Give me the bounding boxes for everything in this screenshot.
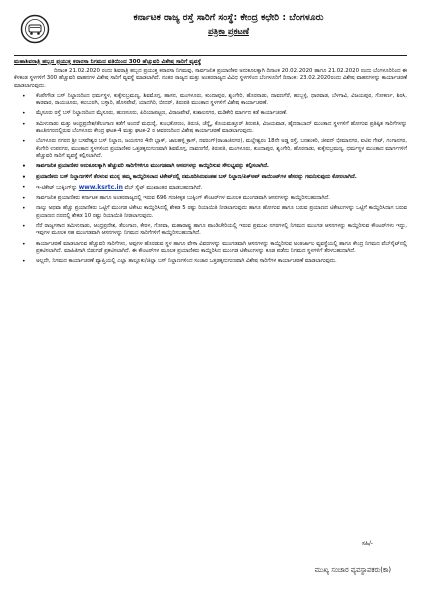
list-item: • ಕಾರ್ಯಾಚರಣೆ ಮಾಡಲಾಗುವ ಹೆಚ್ಚುವರಿ ಸಾರಿಗೆಗಳು, ಅವುಗಳ ಹೊರಡುವ ಸ್ಥಳ ಹಾಗೂ ವೇಳಾ ವಿವರಗಳನ್ನು ಮುಂಗಡವಾಗಿ ಆಸನಗಳನ್ನು ಕಾಯ್ದಿರಿಸುವ ಅಂತರ್ಜಾಲ ವ್ಯವಸ್ಥೆಯಲ್ಲಿ ಹಾಗೂ ಕೇಂದ್ರ ನಿಗಮದ ವೆಬ್‌ಸೈಟ್‌ನಲ್ಲಿ ಪ್ರಕಟಿಸಲಾಗಿದೆ. ಮಾಹಿತಿಗಾಗಿ ಬಿಡುಗಡೆ ಪ್ರಕಟಿಸಲಾಗಿದೆ. ಈ ಕೌಂಟರ್‌ಗಳ ಮೂಲಕ ಪ್ರಯಾಣಿಕರು ಕಾಯ್ದಿರಿಸಿದ ಮುಂಗಡ ಟಿಕೇಟುಗಳನ್ನು ಕೂಡ ಪಡೆದು ನಿಗಮದ ಸ್ಥಳಗಳಿಗೆ ತೆರಳಬಹುದಾಗಿದೆ.	[22, 240, 407, 254]
header-divider	[14, 55, 407, 56]
list-item: • ಸಾರ್ವಜನಿಕ ಪ್ರಯಾಣಿಕರ ಅನುಕೂಲಕ್ಕಾಗಿ ಹೆಚ್ಚುವರಿ ಸಾರಿಗೆಗಳಿಗೂ ಮುಂಗಡವಾಗಿ ಆಸನಗಳನ್ನು ಕಾಯ್ದಿರಿಸುವ ಸೌಲಭ್ಯವನ್ನು ಕಲ್ಪಿಸಲಾಗಿದೆ.	[22, 163, 269, 171]
list-item: • ನೆರೆ ರಾಜ್ಯಗಳಾದ ತಮಿಳುನಾಡು, ಆಂಧ್ರಪ್ರದೇಶ, ತೆಲಂಗಾಣ, ಕೇರಳ, ಗೋವಾ, ಮಹಾರಾಷ್ಟ್ರ ಹಾಗೂ ಪಾಂಡಿಚೇರಿಯಲ್ಲಿ ಇರುವ ಪ್ರಮುಖ ನಗರಗಳಲ್ಲಿ ನಿಗಮದ ಮುಂಗಡ ಆಸನಗಳನ್ನು ಕಾಯ್ದಿರಿಸುವ ಕೌಂಟರ್‌ಗಳು ಇದ್ದು, ಇವುಗಳ ಮೂಲಕ ಸಹ ಮುಂಗಡವಾಗಿ ಆಸನಗಳನ್ನು ನಿಗಮದ ಸಾರಿಗೆಗಳಿಗೆ ಕಾಯ್ದಿರಿಸಬಹುದಾಗಿದೆ.	[22, 223, 407, 237]
bullet-list	[14, 93, 407, 266]
bullet-icon: •	[22, 183, 26, 191]
list-item: • ನಾಲ್ಕು ಅಥವಾ ಹೆಚ್ಚು ಪ್ರಯಾಣಿಕರು ಒಟ್ಟಿಗೆ ಮುಂಗಡ ಟಿಕೇಟು ಕಾಯ್ದಿರಿಸಿದಲ್ಲಿ ಶೇಕಡ 5 ರಷ್ಟು ರಿಯಾಯಿತಿ ನೀಡಲಾಗುವುದು ಹಾಗೂ ಹೋಗುವ ಹಾಗೂ ಬರುವ ಪ್ರಯಾಣದ ಟಿಕೇಟುಗಳನ್ನು ಒಟ್ಟಿಗೆ ಕಾಯ್ದಿರಿಸಿದಾಗ ಬರುವ ಪ್ರಯಾಣದ ದರದಲ್ಲಿ ಶೇಕಡ 10 ರಷ್ಟು ರಿಯಾಯಿತಿ ನೀಡಲಾಗುವುದು.	[22, 205, 407, 219]
bullet-icon: •	[22, 138, 26, 146]
document-type: ಪತ್ರಿಕಾ ಪ್ರಕಟಣೆ	[208, 26, 249, 36]
intro-paragraph: ದಿನಾಂಕ 21.02.2020 ರಂದು ಶಿವರಾತ್ರಿ ಹಬ್ಬದ ಪ್ರಯುಕ್ತ ಕರಾರಸಾ ನಿಗಮವು, ಸಾರ್ವಜನಿಕ ಪ್ರಯಾಣಿಕರ ಅನುಕೂಲಕ್ಕಾಗಿ ದಿನಾಂಕ 20.02.2020 ಹಾಗೂ 21.02.2020 ರಂದು ಬೆಂಗಳೂರಿನಿಂದ ಈ ಕೆಳಕಂಡ ಸ್ಥಳಗಳಿಗೆ 300 ಹೆಚ್ಚುವರಿ ವಾಹನಗಳ ವಿಶೇಷ ಸಾರಿಗೆ ವ್ಯವಸ್ಥೆ ಮಾಡಲಾಗಿದೆ. ನಂತರ ರಾಜ್ಯದ ಮತ್ತು ಅಂತರರಾಜ್ಯದ ವಿವಿಧ ಸ್ಥಳಗಳಿಂದ ಬೆಂಗಳೂರಿಗೆ ದಿನಾಂಕ: 23.02.2020ರಂದು ವಿಶೇಷ ವಾಹನಗಳನ್ನು ಕಾರ್ಯಾಚರಣೆ ಮಾಡಲಾಗುವುದು.	[14, 68, 407, 89]
subject-line: ಮಹಾಶಿವರಾತ್ರಿ ಹಬ್ಬದ ಪ್ರಯುಕ್ತ ಕರಾರಸಾ ನಿಗಮದ ವತಿಯಿಂದ 300 ಹೆಚ್ಚುವರಿ ವಿಶೇಷ ಸಾರಿಗೆ ವ್ಯವಸ್ಥೆ	[14, 59, 202, 65]
letterhead-text	[50, 12, 407, 37]
ksrtc-website-link[interactable]: www.ksrtc.in	[78, 183, 123, 191]
ksrtc-emblem-icon	[20, 14, 50, 44]
list-item: • ಸಾರ್ವಜನಿಕ ಪ್ರಯಾಣಿಕರು ಕರ್ನಾಟಕ ಹಾಗೂ ಅಂತರರಾಜ್ಯದಲ್ಲಿ ಇರುವ 696 ಗಣಕೀಕೃತ ಬುಕ್ಕಿಂಗ್ ಕೌಂಟರ್‌ಗಳ ಮೂಲಕ ಮುಂಗಡವಾಗಿ ಆಸನಗಳನ್ನು ಕಾಯ್ದಿರಿಸಬಹುದಾಗಿದೆ.	[22, 195, 330, 203]
bullet-icon: •	[22, 110, 26, 118]
letterhead	[14, 12, 407, 52]
list-item: • ಬೆಂಗಳೂರು ನಗರದ ಶ್ರೀ ಬಸವೇಶ್ವರ ಬಸ್ ನಿಲ್ದಾಣ, ಜಯನಗರ 4ನೇ ಬ್ಲಾಕ್, ಜಾಲಹಳ್ಳಿ ಕ್ರಾಸ್, ನವರಂಗ್(ರಾಜಾಜಿನಗರ), ಮಲ್ಲೇಶ್ವರಂ 18ನೇ ಅಡ್ಡ ರಸ್ತೆ, ಬನಶಂಕರಿ, ಜೀವನ್ ಭೀಮಾನಗರ, ಐಟಿಐ ಗೇಟ್, ಗಂಗಾನಗರ, ಕೆಂಗೇರಿ ಉಪನಗರ, ಮುಂತಾದ ಸ್ಥಳಗಳಿಂದ ಪ್ರಯಾಣಿಕರ ಒತ್ತಡಕ್ಕನುಗುಣವಾಗಿ ಶಿವಮೊಗ್ಗ, ದಾವಣಗೆರೆ, ತಿರುಪತಿ, ಮಂಗಳೂರು, ಕುಂದಾಪುರ, ಶೃಂಗೇರಿ, ಹೊರನಾಡು, ಕುಕ್ಕೆಸುಬ್ರಮಣ್ಯ, ಧರ್ಮಸ್ಥಳ ಮುಂತಾದ ಮಾರ್ಗಗಳಿಗೆ ಹೆಚ್ಚುವರಿ ಸಾರಿಗೆ ವ್ಯವಸ್ಥೆ ಕಲ್ಪಿಸಲಾಗಿದೆ.	[22, 138, 407, 159]
list-item-eticket: • ಇ-ಟಿಕೇಟ್ ಬುಕ್ಕಿಂಗ್‌ನ್ನು www.ksrtc.in ವೆಬ್ ಸೈಟ್ ಮುಖಾಂತರ ಮಾಡಬಹುದಾಗಿದೆ.	[22, 183, 203, 191]
signatory-designation: ಮುಖ್ಯ ಸಂಚಾರ ವ್ಯವಸ್ಥಾಪಕರು(ಕಾ)	[314, 566, 391, 574]
list-item: • ಅಲ್ಲದೇ, ನಿಗಮದ ಕಾರ್ಯಾಚರಣೆ ವ್ಯಾಪ್ತಿಯಲ್ಲಿ ಎಲ್ಲಾ ತಾಲ್ಲೂಕು/ಜಿಲ್ಲಾ ಬಸ್ ನಿಲ್ದಾಣಗಳಿಂದ ಸಂಚಾರ ಒತ್ತಡಕ್ಕನುಗುಣವಾಗಿ ವಿಶೇಷ ಸಾರಿಗೆಗಳ ಕಾರ್ಯಾಚರಣೆ ಮಾಡಲಾಗುವುದು.	[22, 258, 337, 266]
bullet-icon: •	[22, 163, 26, 171]
bullet-icon: •	[22, 120, 26, 128]
bullet-icon: •	[22, 173, 26, 181]
organization-name: ಕರ್ನಾಟಕ ರಾಜ್ಯ ರಸ್ತೆ ಸಾರಿಗೆ ಸಂಸ್ಥೆ: ಕೇಂದ್ರ ಕಛೇರಿ : ಬೆಂಗಳೂರು	[133, 12, 324, 23]
list-item: • ಕೆಂಪೇಗೌಡ ಬಸ್ ನಿಲ್ದಾಣದಿಂದ ಧರ್ಮಸ್ಥಳ, ಕುಕ್ಕೆಸುಬ್ರಮಣ್ಯ, ಶಿವಮೊಗ್ಗ, ಹಾಸನ, ಮಂಗಳೂರು, ಕುಂದಾಪುರ, ಶೃಂಗೇರಿ, ಹೊರನಾಡು, ದಾವಣಗೆರೆ, ಹುಬ್ಬಳ್ಳಿ, ಧಾರವಾಡ, ಬೆಳಗಾವಿ, ವಿಜಯಪುರ, ಗೋಕರ್ಣ, ಶಿರಸಿ, ಕಾರವಾರ, ರಾಯಚೂರು, ಕಲಬುರಗಿ, ಬಳ್ಳಾರಿ, ಹೊಸಪೇಟೆ, ಯಾದಗಿರಿ, ಬೀದರ್, ತಿರುಪತಿ ಮುಂತಾದ ಸ್ಥಳಗಳಿಗೆ ವಿಶೇಷ ಕಾರ್ಯಾಚರಣೆ.	[22, 92, 407, 107]
bullet-icon: •	[22, 240, 26, 248]
bullet-icon: •	[22, 195, 26, 203]
signature-sd: ಸಹಿ/-	[361, 541, 373, 547]
list-item: • ತಮಿಳುನಾಡು ಮತ್ತು ಆಂಧ್ರಪ್ರದೇಶ/ತೆಲಂಗಾಣ ಕಡೆಗೆ ಅಂದರೆ ಮಧುರೈ, ಕುಂಭಕೋಣಂ, ತಿರುಚಿ, ಚೆನ್ನೈ, ಕೊಯಮತ್ತೂರ್ ತಿರುಪತಿ, ವಿಜಯವಾಡ, ಹೈದರಾಬಾದ್ ಮುಂತಾದ ಸ್ಥಳಗಳಿಗೆ ಹೋಗುವ ಪ್ರತಿಷ್ಠಿತ ಸಾರಿಗೆಗಳನ್ನು ಶಾಂತಿನಗರದಲ್ಲಿರುವ ಬೆಂಗಳೂರು ಕೇಂದ್ರ ಘಟಕ-4 ಮತ್ತು ಘಟಕ-2 ರ ಆವರಣದಿಂದ ವಿಶೇಷ ಕಾರ್ಯಾಚರಣೆ ಮಾಡಲಾಗುವುದು.	[22, 120, 407, 135]
bullet-icon: •	[22, 258, 26, 266]
list-item: • ಮೈಸೂರು ರಸ್ತೆ ಬಸ್ ನಿಲ್ದಾಣದಿಂದ ಮೈಸೂರು, ಹುಣಸೂರು, ಪಿರಿಯಾಪಟ್ಟಣ, ವಿರಾಜಪೇಟೆ, ಕುಶಾಲನಗರ, ಮಡಿಕೇರಿ ಮಾರ್ಗದ ಕಡೆ ಕಾರ್ಯಾಚರಣೆ.	[22, 110, 288, 118]
bullet-icon: •	[22, 92, 26, 100]
bullet-icon: •	[22, 205, 26, 213]
list-item: • ಪ್ರಯಾಣಿಕರು ಬಸ್ ನಿಲ್ದಾಣಗಳಿಗೆ ತೆರಳುವ ಮುನ್ನ ತಮ್ಮ ಕಾಯ್ದಿರಿಸಲಾದ ಟಿಕೇಟ್‌ನಲ್ಲಿ ನಮೂದಿಸಿರುವಂತಹ ಬಸ್ ನಿಲ್ದಾಣ/ಪಿಕ್‌ಅಪ್ ಪಾಯಿಂಟ್‌ಗಳ ಹೆಸರನ್ನು ಗಮನಿಸುವುದು ಕೋರಲಾಗಿದೆ.	[22, 173, 357, 181]
bullet-icon: •	[22, 223, 26, 231]
